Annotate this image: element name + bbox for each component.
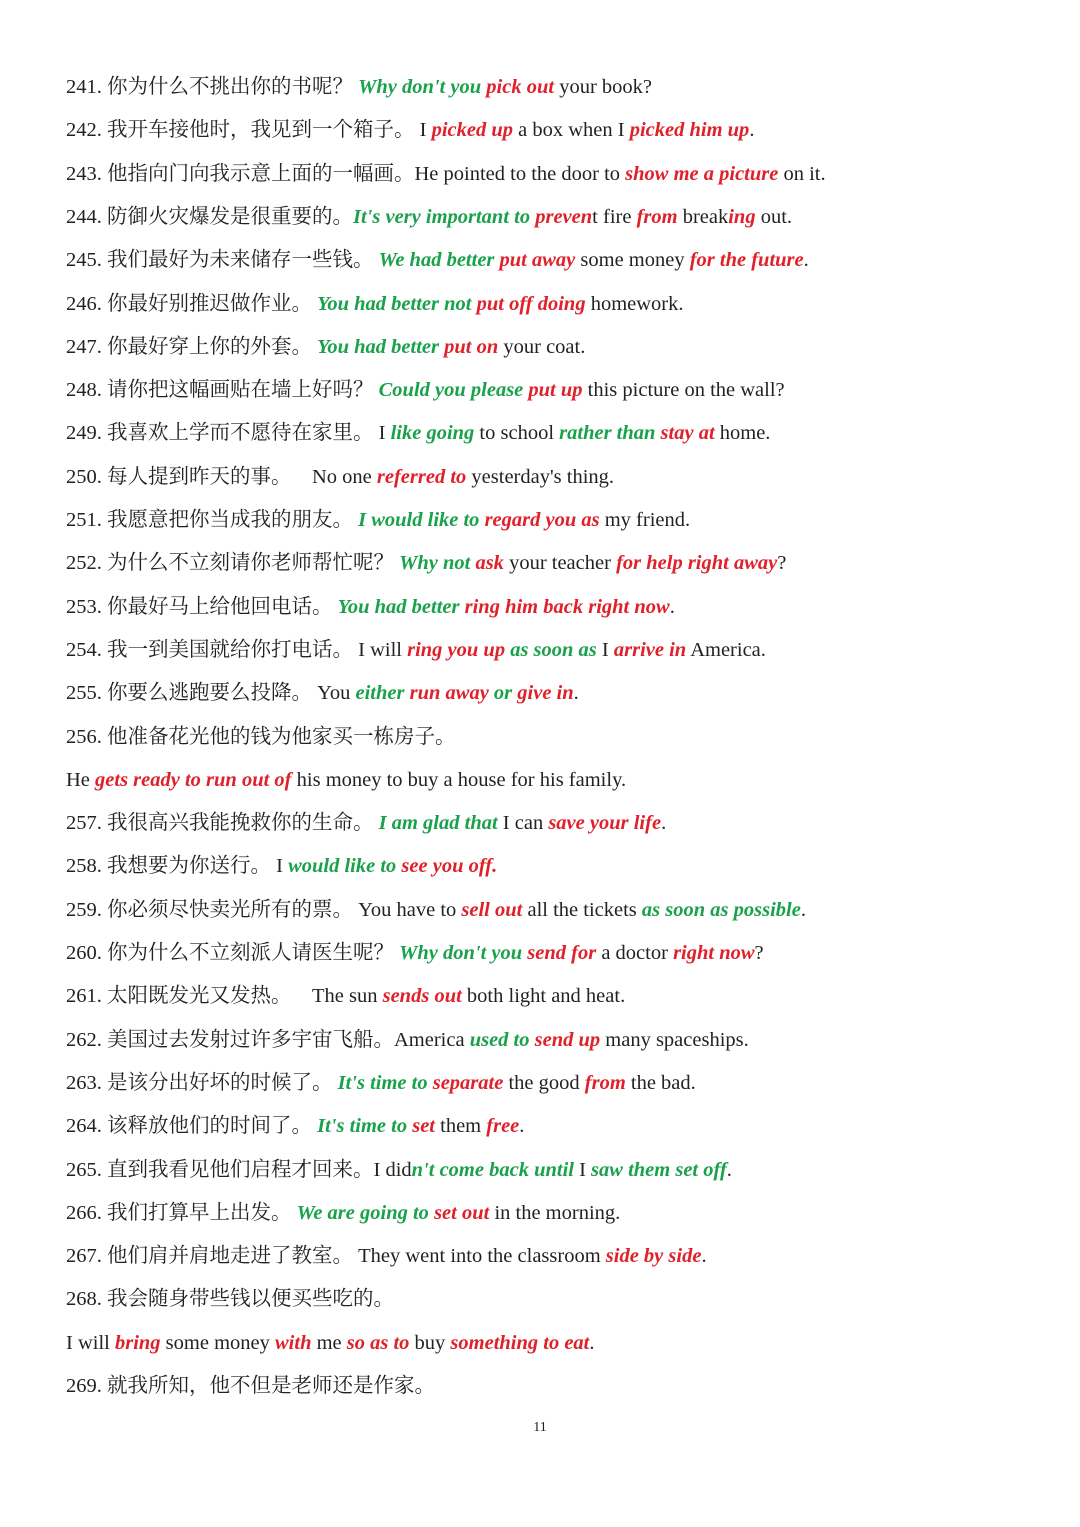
red-phrase: see you off. [401,855,498,877]
green-phrase: as soon as [510,639,597,661]
plain-text: buy [409,1332,451,1354]
plain-text: 244. 防御火灾爆发是很重要的。 [66,206,353,228]
green-phrase: Why not [399,552,476,574]
sentence-line [66,637,766,663]
red-phrase: pick out [486,76,555,98]
plain-text: . [749,119,755,141]
plain-text: 250. 每人提到昨天的事。 No one [66,466,377,488]
plain-text: this picture on the wall? [582,379,785,401]
red-phrase: run away [409,682,489,704]
red-phrase: preven [535,206,593,228]
plain-text: 267. 他们肩并肩地走进了教室。 They went into the classroom [66,1245,606,1267]
red-phrase: something to eat [450,1332,590,1354]
sentence-line [66,724,456,750]
red-phrase: with [275,1332,312,1354]
plain-text: on it. [778,163,826,185]
plain-text: ? [754,942,764,964]
red-phrase: ing [728,206,756,228]
plain-text: both light and heat. [461,985,626,1007]
plain-text: . [800,899,806,921]
plain-text: . [669,596,675,618]
green-phrase: It's very important to [353,206,536,228]
sentence-line [66,810,666,836]
plain-text: break [677,206,729,228]
plain-text: I can [497,812,549,834]
plain-text: many spaceships. [600,1029,749,1051]
sentence-line [66,1027,749,1053]
green-phrase: It's time to [337,1072,433,1094]
plain-text: 255. 你要么逃跑要么投降。 You [66,682,356,704]
plain-text: 252. 为什么不立刻请你老师帮忙呢？ [66,552,400,574]
plain-text: some money [575,249,690,271]
red-phrase: set [412,1115,436,1137]
plain-text: 256. 他准备花光他的钱为他家买一栋房子。 [66,726,456,748]
sentence-line [66,897,806,923]
red-phrase: right now [673,942,755,964]
green-phrase: would like to [288,855,402,877]
red-phrase: set out [434,1202,490,1224]
sentence-line [66,507,690,533]
green-phrase: as soon as possible [641,899,801,921]
plain-text: a box when I [513,119,630,141]
plain-text: 253. 你最好马上给他回电话。 [66,596,338,618]
plain-text: I [573,1159,592,1181]
plain-text: 261. 太阳既发光又发热。 The sun [66,985,383,1007]
plain-text: He [66,769,96,791]
plain-text: 246. 你最好别推迟做作业。 [66,293,318,315]
green-phrase: like going [390,422,475,444]
sentence-line [66,1373,435,1399]
sentence-line [66,464,614,490]
green-phrase: We had better [378,249,500,271]
plain-text: 257. 我很高兴我能挽救你的生命。 [66,812,379,834]
red-phrase: regard you as [484,509,600,531]
sentence-line [66,594,675,620]
sentence-line [66,1113,524,1139]
plain-text: your book? [554,76,652,98]
plain-text: . [661,812,667,834]
plain-text: 254. 我一到美国就给你打电话。 I will [66,639,408,661]
sentence-line [66,204,792,230]
plain-text: your teacher [503,552,617,574]
sentence-line [66,420,770,446]
plain-text: 245. 我们最好为未来储存一些钱。 [66,249,379,271]
red-phrase: free [486,1115,520,1137]
plain-text: yesterday's thing. [466,466,615,488]
green-phrase: rather than [559,422,661,444]
red-phrase: save your life [548,812,662,834]
sentence-line [66,377,785,403]
plain-text: . [701,1245,707,1267]
red-phrase: put up [528,379,583,401]
plain-text: America. [686,639,766,661]
green-phrase: I am glad that [378,812,498,834]
green-phrase: You had better not [317,293,477,315]
plain-text: . [726,1159,732,1181]
plain-text: to school [474,422,560,444]
plain-text: in the morning. [489,1202,621,1224]
red-phrase: ring him back right now [464,596,670,618]
red-phrase: give in [517,682,574,704]
plain-text: 248. 请你把这幅画贴在墙上好吗？ [66,379,379,401]
sentence-line [66,767,626,793]
green-phrase: saw them set off [591,1159,727,1181]
sentence-line [66,1243,707,1269]
plain-text: his money to buy a house for his family. [291,769,627,791]
sentence-line [66,74,652,100]
sentence-line [66,1330,595,1356]
plain-text: 264. 该释放他们的时间了。 [66,1115,318,1137]
plain-text: my friend. [599,509,691,531]
red-phrase: from [636,206,678,228]
plain-text: 259. 你必须尽快卖光所有的票。 You have to [66,899,462,921]
plain-text: 263. 是该分出好坏的时候了。 [66,1072,338,1094]
red-phrase: bring [114,1332,161,1354]
red-phrase: referred to [376,466,467,488]
red-phrase: put away [499,249,576,271]
plain-text: out. [755,206,793,228]
plain-text: 265. 直到我看见他们启程才回来。I did [66,1159,412,1181]
red-phrase: for help right away [616,552,778,574]
red-phrase: for the future [689,249,804,271]
plain-text: I [596,639,614,661]
green-phrase: or [488,682,518,704]
green-phrase: It's time to [317,1115,413,1137]
red-phrase: ask [475,552,504,574]
plain-text: a doctor [596,942,674,964]
red-phrase: arrive in [613,639,687,661]
sentence-line [66,1200,620,1226]
plain-text: 268. 我会随身带些钱以便买些吃的。 [66,1288,394,1310]
green-phrase: You had better [317,336,445,358]
plain-text: the bad. [625,1072,696,1094]
plain-text: 242. 我开车接他时，我见到一个箱子。 I [66,119,432,141]
red-phrase: separate [432,1072,504,1094]
plain-text: ? [777,552,787,574]
sentence-line [66,1070,696,1096]
plain-text: them [435,1115,487,1137]
plain-text: some money [160,1332,275,1354]
red-phrase: picked him up [629,119,750,141]
red-phrase: put off doing [476,293,586,315]
plain-text: all the tickets [522,899,642,921]
green-phrase: Why don't you [358,76,487,98]
sentence-line [66,853,497,879]
green-phrase: Why don't you [399,942,528,964]
red-phrase: send up [534,1029,601,1051]
green-phrase: used to [469,1029,535,1051]
red-phrase: picked up [431,119,513,141]
plain-text: home. [714,422,771,444]
green-phrase: You had better [337,596,465,618]
sentence-line [66,247,809,273]
plain-text: me [311,1332,347,1354]
plain-text: 247. 你最好穿上你的外套。 [66,336,318,358]
plain-text: t fire [592,206,637,228]
red-phrase: ring you up [407,639,511,661]
page-number: 11 [533,1420,547,1435]
plain-text: . [573,682,579,704]
plain-text: . [589,1332,595,1354]
plain-text: 260. 你为什么不立刻派人请医生呢？ [66,942,400,964]
red-phrase: so as to [346,1332,410,1354]
sentence-line [66,680,579,706]
plain-text: I will [66,1332,115,1354]
green-phrase: n't come back until [411,1159,574,1181]
plain-text: 262. 美国过去发射过许多宇宙飞船。America [66,1029,470,1051]
plain-text: . [519,1115,525,1137]
sentence-line [66,117,754,143]
sentence-line [66,940,764,966]
sentence-line [66,161,826,187]
red-phrase: stay at [660,422,715,444]
green-phrase: We are going to [296,1202,435,1224]
plain-text: 258. 我想要为你送行。 I [66,855,289,877]
plain-text: 251. 我愿意把你当成我的朋友。 [66,509,359,531]
plain-text: 243. 他指向门向我示意上面的一幅画。He pointed to the door to [66,163,626,185]
red-phrase: sell out [461,899,523,921]
green-phrase: I would like to [358,509,485,531]
plain-text: 269. 就我所知，他不但是老师还是作家。 [66,1375,435,1397]
sentence-line [66,1286,394,1312]
green-phrase: Could you please [378,379,529,401]
sentence-line [66,550,786,576]
red-phrase: show me a picture [625,163,779,185]
sentence-line [66,1157,732,1183]
plain-text: . [803,249,809,271]
plain-text: 249. 我喜欢上学而不愿待在家里。 I [66,422,391,444]
plain-text: the good [503,1072,585,1094]
plain-text: your coat. [498,336,586,358]
sentence-line [66,291,684,317]
sentence-line [66,983,625,1009]
red-phrase: gets ready to run out of [95,769,292,791]
red-phrase: side by side [605,1245,702,1267]
plain-text: homework. [585,293,684,315]
red-phrase: send for [527,942,597,964]
red-phrase: sends out [382,985,462,1007]
plain-text: 241. 你为什么不挑出你的书呢？ [66,76,359,98]
green-phrase: either [355,682,410,704]
plain-text: 266. 我们打算早上出发。 [66,1202,297,1224]
red-phrase: from [584,1072,626,1094]
red-phrase: put on [444,336,499,358]
sentence-line [66,334,585,360]
